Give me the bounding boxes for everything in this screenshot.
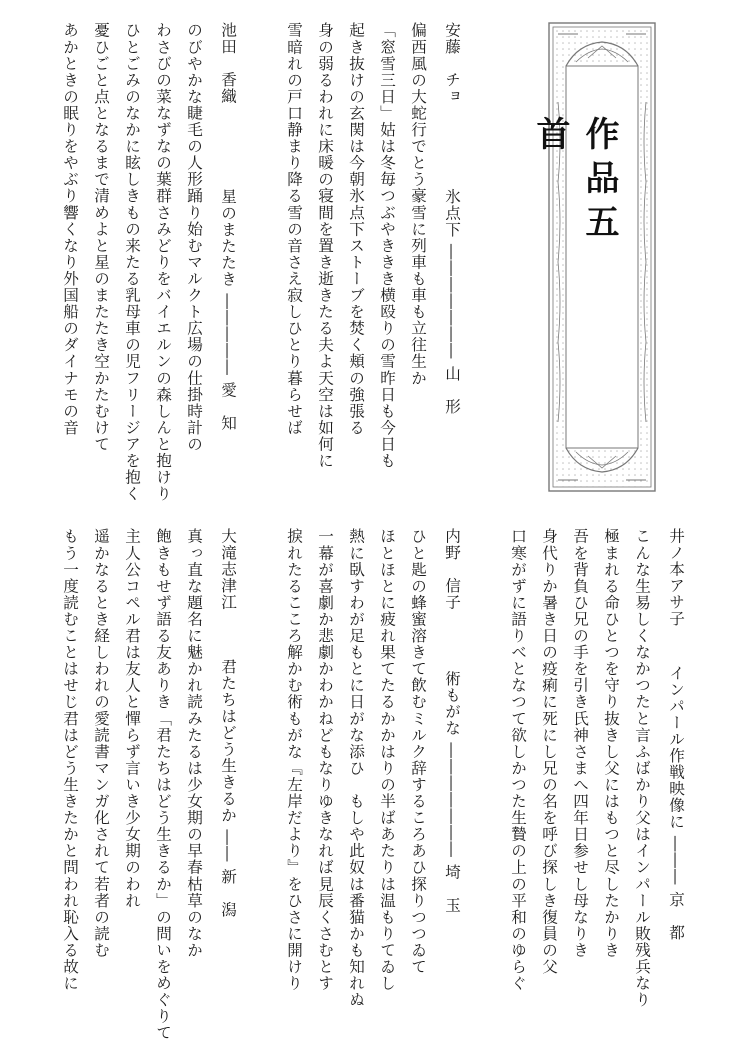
bottom-half bbox=[0, 506, 734, 1041]
poem-line: 飽きもせず語る友ありき「君たちはどう生きるか」の問いをめぐりて bbox=[154, 528, 172, 1041]
poem-line: 起き抜けの玄関は今朝氷点下ストーブを焚く頬の強張る bbox=[347, 22, 365, 436]
dash-line: ――― bbox=[667, 830, 685, 892]
poem-set-title: 星のまたたき bbox=[219, 188, 237, 288]
poem-line: 真っ直な題名に魅かれ読みたるは少女期の早春枯草のなか bbox=[185, 528, 203, 959]
poem-set-title: 君たちはどう生きるか bbox=[219, 658, 237, 824]
poem-line: 極まれる命ひとつを守り抜きし父にはもつと尽したかりき bbox=[602, 528, 620, 959]
author-name: 池田 香織 bbox=[219, 22, 237, 105]
poem-set-title: 氷点下 bbox=[443, 188, 461, 238]
author-name: 内野 信子 bbox=[443, 528, 461, 611]
author-region: 山 形 bbox=[443, 365, 461, 415]
poem-line: こんな生易しくなかつたと言ふばかり父はインパール敗残兵なり bbox=[633, 528, 651, 1008]
poem-line: ほとほとに疲れ果てたるかかはりの半ばあたりは温もりてゐし bbox=[378, 528, 396, 992]
entry-uchino bbox=[262, 528, 462, 1008]
poem-line: 主人公コペル君は友人と憚らず言いき少女期のわれ bbox=[123, 528, 141, 909]
poem-line: ひと匙の蜂蜜溶きて飲むミルク辞するころあひ探りつつゐて bbox=[409, 528, 427, 975]
entry-otaki bbox=[38, 528, 238, 1041]
poem-line: 熱に臥すわが足もとに日がな添ひ もしや此奴は番猫かも知れぬ bbox=[347, 528, 365, 1008]
dash-line: ――――― bbox=[219, 287, 237, 382]
poem-line: ひとごみのなかに眩しきもの来たる乳母車の児フリージアを抱く bbox=[123, 22, 141, 502]
dash-line: ――――――― bbox=[443, 736, 461, 864]
poem-line: 憂ひごと点となるまで清めよと星のまたたき空かたむけて bbox=[92, 22, 110, 453]
author-name: 大滝志津江 bbox=[219, 528, 237, 611]
poem-line: もう一度読むことはせじ君はどう生きたかと問われ恥入る故に bbox=[61, 528, 79, 992]
author-region: 埼 玉 bbox=[443, 863, 461, 914]
poem-line: 一幕が喜劇か悲劇かわかねどもなりゆきなれば見辰くさむとす bbox=[316, 528, 334, 992]
author-region: 新 潟 bbox=[219, 868, 237, 918]
poem-set-title: インパール作戦映像に bbox=[667, 665, 685, 830]
entry-inomoto bbox=[486, 528, 686, 1008]
entry-header bbox=[666, 528, 686, 996]
entry-header bbox=[442, 528, 462, 996]
author-name: 安藤 チョ bbox=[443, 22, 461, 105]
poem-line: 捩れたるこころ解かむ術もがな『左岸だより』をひさに開けり bbox=[285, 528, 303, 992]
poem-line: 吾を背負ひ兄の手を引き氏神さまへ四年日参せし母なりき bbox=[571, 528, 589, 959]
poem-line: 口寒がずに語りべとなつて欲しかつた生贄の上の平和のゆらぐ bbox=[509, 528, 527, 992]
dash-line: ―― bbox=[219, 823, 237, 869]
poem-line: 遥かなるとき経しわれの愛読書マンガ化されて若者の読む bbox=[92, 528, 110, 959]
author-region: 京 都 bbox=[667, 891, 685, 941]
entry-ikeda bbox=[38, 22, 238, 502]
author-name: 井ノ本アサ子 bbox=[667, 528, 685, 627]
poem-line: わさびの菜なずなの葉群さみどりをバイエルンの森しんと抱けり bbox=[154, 22, 172, 502]
entry-header bbox=[442, 22, 462, 490]
entry-ando bbox=[262, 22, 462, 492]
entry-header bbox=[218, 528, 238, 996]
poem-line: 偏西風の大蛇行でとう豪雪に列車も車も立往生か bbox=[409, 22, 427, 387]
poem-line: のびやかな睫毛の人形踊り始むマルクト広場の仕掛時計の bbox=[185, 22, 203, 453]
section-title: 作品五首 bbox=[530, 116, 619, 248]
poem-line: 「窓雪三日」姑は冬毎つぶやききき横殴りの雪昨日も今日も bbox=[378, 22, 396, 469]
poem-line: 身の弱るわれに床暖の寝間を置き逝きたる夫よ天空は如何に bbox=[316, 22, 334, 469]
dash-line: ――――――― bbox=[443, 238, 461, 366]
section-title-panel bbox=[530, 22, 656, 492]
top-half bbox=[0, 0, 734, 500]
poem-set-title: 術もがな bbox=[443, 670, 461, 737]
poem-line: 雪暗れの戸口静まり降る雪の音さえ寂しひとり暮らせば bbox=[285, 22, 303, 436]
poem-line: 身代りか暑き日の疫痢に死にし兄の名を呼び探しき復員の父 bbox=[540, 528, 558, 975]
author-region: 愛 知 bbox=[219, 381, 237, 432]
poem-line: あかときの眠りをやぶり響くなり外国船のダイナモの音 bbox=[61, 22, 79, 436]
entry-header bbox=[218, 22, 238, 490]
